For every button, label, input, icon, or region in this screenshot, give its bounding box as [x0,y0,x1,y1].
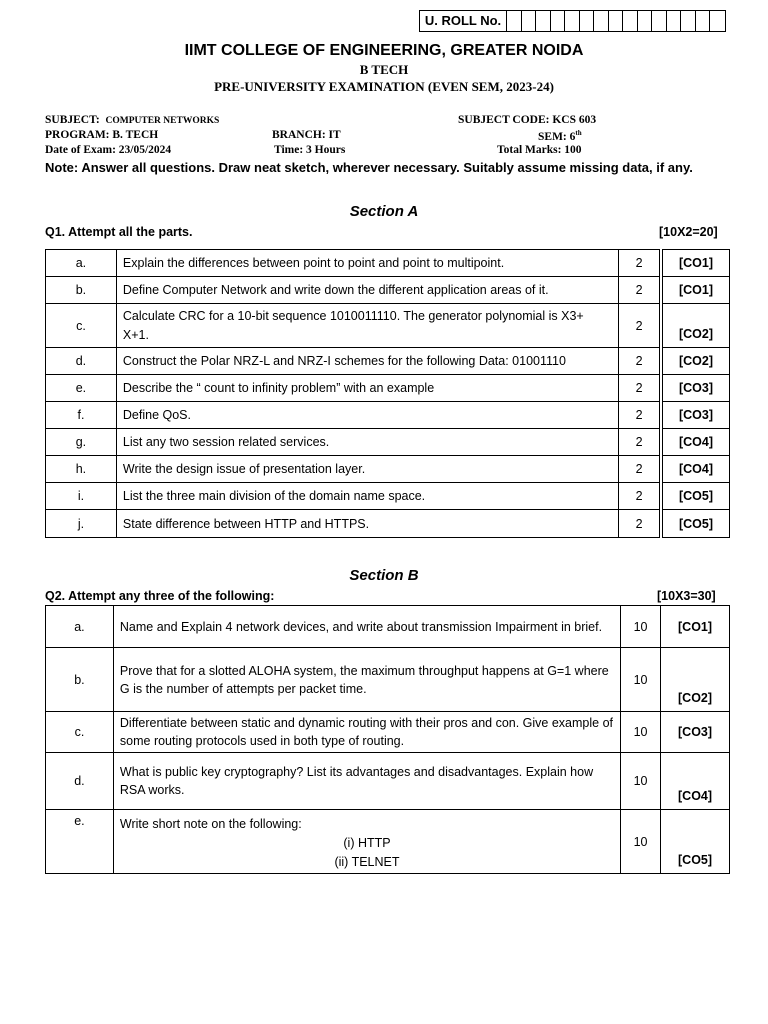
question-marks: 2 [619,402,660,429]
roll-cell [522,11,537,31]
part-label: a. [46,250,117,277]
question-marks: 2 [619,375,660,402]
semester-suffix: th [575,129,582,137]
question-marks: 10 [621,712,661,753]
question-marks: 2 [619,510,660,538]
question-marks: 2 [619,304,660,348]
exam-title: PRE-UNIVERSITY EXAMINATION (EVEN SEM, 2023-24) [214,79,554,94]
roll-cell [594,11,609,31]
question-text: Define QoS. [116,402,618,429]
question-marks: 10 [621,810,661,874]
table-row [46,304,730,348]
question-cell [113,810,620,874]
roll-cell [681,11,696,31]
roll-cell [652,11,667,31]
table-row [46,483,730,510]
q1-heading: Q1. Attempt all the parts. [45,225,193,239]
course-outcome: [CO3] [661,712,730,753]
total-marks: Total Marks: 100 [497,144,582,156]
course-outcome: [CO5] [663,483,730,510]
part-label: b. [46,648,114,712]
question-text: Differentiate between static and dynamic routing with their pros and con. Give example of some routing protocols used in both type of routing. [113,712,620,753]
part-label: i. [46,483,117,510]
question-marks: 2 [619,348,660,375]
table-row [46,348,730,375]
semester [538,129,582,143]
section-a-table [45,249,730,538]
part-label: h. [46,456,117,483]
course-outcome: [CO2] [663,304,730,348]
course-outcome: [CO5] [663,510,730,538]
question-text: List the three main division of the domain name space. [116,483,618,510]
exam-note: Note: Answer all questions. Draw neat sketch, wherever necessary. Suitably assume missing data, if any. [45,160,693,175]
table-row [46,648,730,712]
question-text: List any two session related services. [116,429,618,456]
subject-value: COMPUTER NETWORKS [105,116,220,126]
part-label: c. [46,712,114,753]
course-outcome: [CO4] [661,753,730,810]
roll-cell [580,11,595,31]
course-outcome: [CO3] [663,375,730,402]
roll-cell [609,11,624,31]
exam-date: Date of Exam: 23/05/2024 [45,144,172,156]
branch: BRANCH: IT [272,129,341,141]
question-text: Describe the “ count to infinity problem” with an example [116,375,618,402]
college-name: IIMT COLLEGE OF ENGINEERING, GREATER NOIDA [184,42,584,59]
section-b-table [45,605,730,874]
roll-cell [565,11,580,31]
section-b-title: Section B [349,567,419,584]
question-text: Construct the Polar NRZ-L and NRZ-I schemes for the following Data: 01001110 [116,348,618,375]
q1-marks: [10X2=20] [659,225,718,239]
table-row [46,402,730,429]
question-marks: 2 [619,277,660,304]
sub-item-http: (i) HTTP [343,836,391,850]
subject-label: SUBJECT: [45,114,100,126]
roll-cell [667,11,682,31]
semester-label: SEM: 6 [538,130,576,143]
table-row [46,375,730,402]
q2-marks: [10X3=30] [657,589,716,603]
question-marks: 10 [621,606,661,648]
table-row [46,810,730,874]
part-label: f. [46,402,117,429]
course-outcome: [CO1] [663,250,730,277]
question-marks: 2 [619,250,660,277]
part-label: d. [46,348,117,375]
roll-cell [507,11,522,31]
question-text: Write the design issue of presentation layer. [116,456,618,483]
course-outcome: [CO2] [663,348,730,375]
question-text: Explain the differences between point to point and point to multipoint. [116,250,618,277]
section-a-title: Section A [349,203,419,220]
question-text: Name and Explain 4 network devices, and write about transmission Impairment in brief. [113,606,620,648]
question-text: Define Computer Network and write down the different application areas of it. [116,277,618,304]
table-row [46,277,730,304]
subject-code: SUBJECT CODE: KCS 603 [458,114,597,126]
question-text: What is public key cryptography? List its advantages and disadvantages. Explain how RSA works. [113,753,620,810]
roll-number-label: U. ROLL No. [420,11,507,31]
part-label: e. [46,810,114,874]
question-marks: 2 [619,483,660,510]
table-row [46,510,730,538]
part-label: a. [46,606,114,648]
roll-number-cells [507,11,725,31]
part-label: e. [46,375,117,402]
roll-cell [638,11,653,31]
course-outcome: [CO1] [661,606,730,648]
question-text: State difference between HTTP and HTTPS. [116,510,618,538]
course-outcome: [CO5] [661,810,730,874]
course-outcome: [CO3] [663,402,730,429]
table-row [46,429,730,456]
table-row [46,456,730,483]
table-row [46,606,730,648]
course-outcome: [CO2] [661,648,730,712]
question-marks: 10 [621,753,661,810]
roll-cell [536,11,551,31]
part-label: c. [46,304,117,348]
course-outcome: [CO1] [663,277,730,304]
question-marks: 10 [621,648,661,712]
table-row [46,250,730,277]
question-text: Prove that for a slotted ALOHA system, the maximum throughput happens at G=1 where G is the number of attempts per packet time. [113,648,620,712]
part-label: b. [46,277,117,304]
table-row [46,712,730,753]
part-label: j. [46,510,117,538]
part-label: g. [46,429,117,456]
course-outcome: [CO4] [663,429,730,456]
roll-cell [623,11,638,31]
subject [45,114,219,126]
q2-heading: Q2. Attempt any three of the following: [45,589,275,603]
roll-cell [710,11,725,31]
sub-item-telnet: (ii) TELNET [334,855,400,869]
question-text: Write short note on the following: [119,817,302,831]
roll-cell [696,11,711,31]
degree-title: B TECH [359,62,409,77]
table-row [46,753,730,810]
exam-time: Time: 3 Hours [274,144,346,156]
roll-cell [551,11,566,31]
question-text: Calculate CRC for a 10-bit sequence 1010011110. The generator polynomial is X3+ X+1. [116,304,618,348]
part-label: d. [46,753,114,810]
course-outcome: [CO4] [663,456,730,483]
roll-number-box [419,10,726,32]
question-marks: 2 [619,456,660,483]
question-marks: 2 [619,429,660,456]
program: PROGRAM: B. TECH [45,129,159,141]
